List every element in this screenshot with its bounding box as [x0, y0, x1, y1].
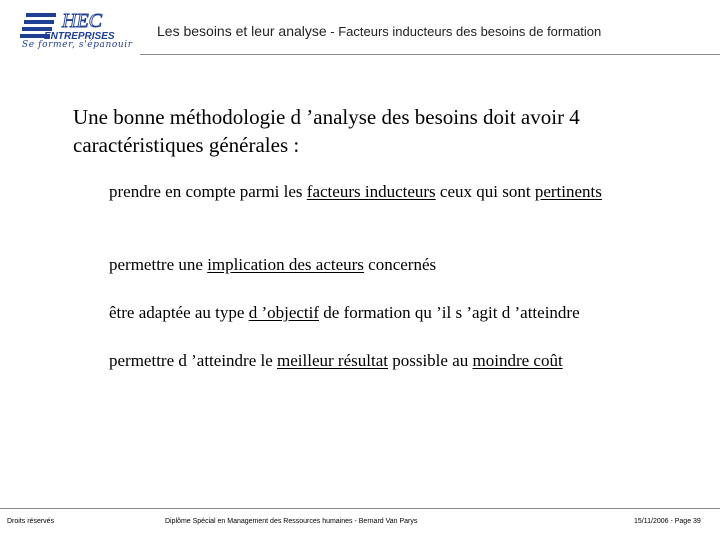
list-item: être adaptée au type d ’objectif de formation qu ’il s ’agit d ’atteindre — [109, 303, 580, 322]
header-divider — [140, 54, 720, 55]
underlined-term: facteurs inducteurs — [306, 182, 436, 201]
logo-tagline: Se former, s'épanouir — [22, 40, 133, 50]
slide-heading: Une bonne méthodologie d ’analyse des besoins doit avoir 4 caractéristiques générales : — [73, 105, 580, 157]
footer-rights: Droits réservés — [7, 518, 55, 525]
footer-date-page: 15/11/2006 - Page 39 — [634, 518, 701, 525]
hec-logo-mark — [20, 10, 140, 42]
logo-hec-text: HEC — [62, 10, 102, 32]
underlined-term: moindre coût — [472, 351, 563, 370]
list-item: permettre d ’atteindre le meilleur résultat possible au moindre coût — [109, 351, 563, 370]
logo-entreprises-text: ENTREPRISES — [44, 31, 115, 42]
header-title-sub: Facteurs inducteurs des besoins de formation — [338, 24, 602, 39]
underlined-term: d ’objectif — [248, 303, 320, 322]
footer-divider — [0, 508, 720, 509]
header-title — [157, 23, 601, 39]
underlined-term: pertinents — [534, 182, 602, 201]
footer-course-author: Diplôme Spécial en Management des Ressources humaines - Bernard Van Parys — [165, 518, 418, 525]
underlined-term: meilleur résultat — [277, 351, 388, 370]
list-item: permettre une implication des acteurs concernés — [109, 255, 437, 274]
list-item: prendre en compte parmi les facteurs inducteurs ceux qui sont pertinents — [109, 182, 602, 201]
underlined-term: implication des acteurs — [207, 255, 364, 274]
header-title-separator: - — [326, 24, 339, 39]
header-title-main: Les besoins et leur analyse — [157, 23, 327, 39]
